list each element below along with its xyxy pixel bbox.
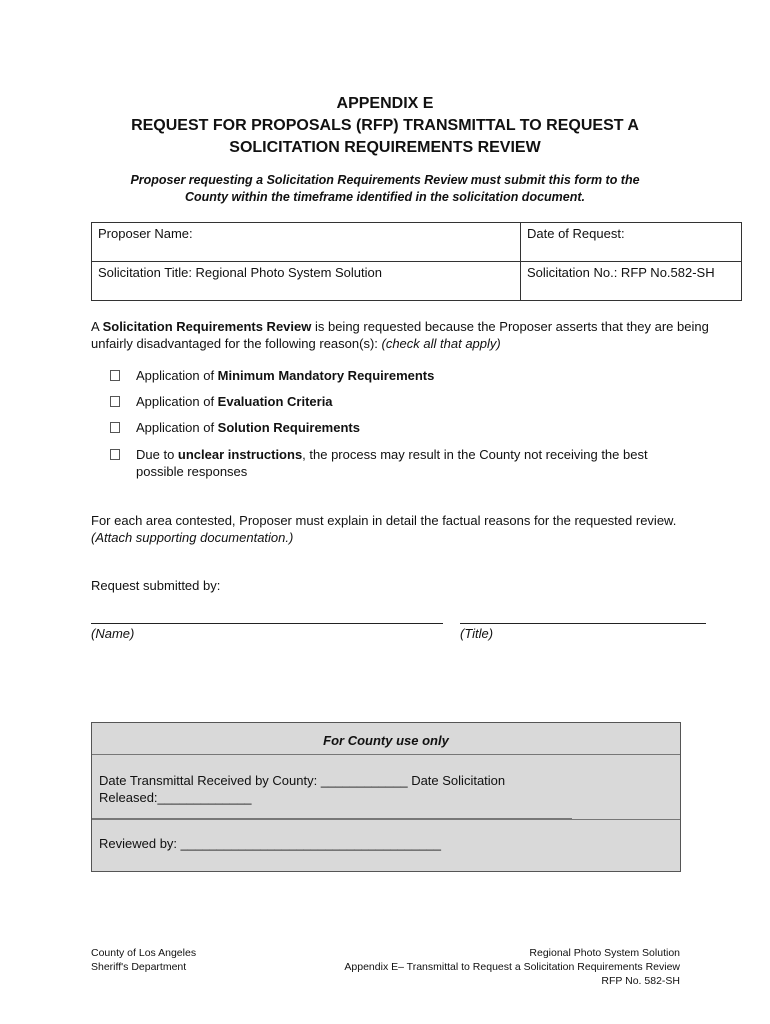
reason-checkbox-row[interactable] <box>110 419 710 436</box>
received-date-line[interactable]: Date Transmittal Received by County: ____________ Date Solicitation Released:_____________ <box>92 755 572 819</box>
checkbox[interactable] <box>110 396 120 407</box>
title-signature-line[interactable] <box>460 623 706 624</box>
contest-text: For each area contested, Proposer must explain in detail the factual reasons for the requested review. <box>91 513 677 528</box>
reviewed-by-line[interactable]: Reviewed by: ____________________________________ <box>99 836 441 851</box>
reason-label: Application of Solution Requirements <box>136 420 360 435</box>
contest-paragraph <box>91 512 751 546</box>
reason-label: Application of Evaluation Criteria <box>136 394 333 409</box>
proposer-name-field[interactable]: Proposer Name: <box>92 223 521 262</box>
name-caption: (Name) <box>91 626 135 641</box>
submitted-by-label: Request submitted by: <box>91 578 221 593</box>
instruction-note-line2: County within the timeframe identified in the solicitation document. <box>184 190 586 204</box>
checkbox[interactable] <box>110 449 120 460</box>
footer-appendix: Appendix E– Transmittal to Request a Solicitation Requirements Review <box>344 961 680 973</box>
instruction-note-line1: Proposer requesting a Solicitation Requirements Review must submit this form to the <box>130 173 640 187</box>
received-row <box>92 755 680 820</box>
attach-note: (Attach supporting documentation.) <box>91 530 294 545</box>
intro-bold-term: Solicitation Requirements Review <box>102 319 312 334</box>
form-title-line1: REQUEST FOR PROPOSALS (RFP) TRANSMITTAL TO REQUEST A <box>131 117 639 134</box>
reason-checkbox-row[interactable] <box>110 393 710 410</box>
intro-paragraph <box>91 318 731 352</box>
footer-rfp-number: RFP No. 582-SH <box>601 975 680 987</box>
footer-left <box>91 946 196 974</box>
intro-text: is being requested because the Proposer asserts that they are being unfairly disadvantaged for the following reason(s): <box>91 319 709 351</box>
footer-department: Sheriff's Department <box>91 961 187 973</box>
solicitation-title-cell: Solicitation Title: Regional Photo System Solution <box>92 262 521 301</box>
checkbox[interactable] <box>110 422 120 433</box>
intro-prefix: A <box>91 319 103 334</box>
checkbox[interactable] <box>110 370 120 381</box>
county-use-heading: For County use only <box>92 723 680 755</box>
county-use-box <box>91 722 681 872</box>
proposer-info-table <box>91 222 742 301</box>
reason-label: Application of Minimum Mandatory Requirements <box>136 368 435 383</box>
reason-checkbox-row[interactable] <box>110 446 650 480</box>
footer-project: Regional Photo System Solution <box>529 947 680 959</box>
name-signature-line[interactable] <box>91 623 443 624</box>
footer-county: County of Los Angeles <box>91 947 197 959</box>
reason-label: Due to unclear instructions, the process may result in the County not receiving the best possible responses <box>136 447 648 479</box>
solicitation-number-cell: Solicitation No.: RFP No.582-SH <box>521 262 742 301</box>
date-of-request-field[interactable]: Date of Request: <box>521 223 742 262</box>
footer-right <box>344 946 680 988</box>
title-caption: (Title) <box>460 626 494 641</box>
intro-check-note: (check all that apply) <box>381 336 501 351</box>
form-title-line2: SOLICITATION REQUIREMENTS REVIEW <box>229 139 541 156</box>
appendix-heading: APPENDIX E <box>336 95 434 112</box>
reason-checkbox-row[interactable] <box>110 367 710 384</box>
